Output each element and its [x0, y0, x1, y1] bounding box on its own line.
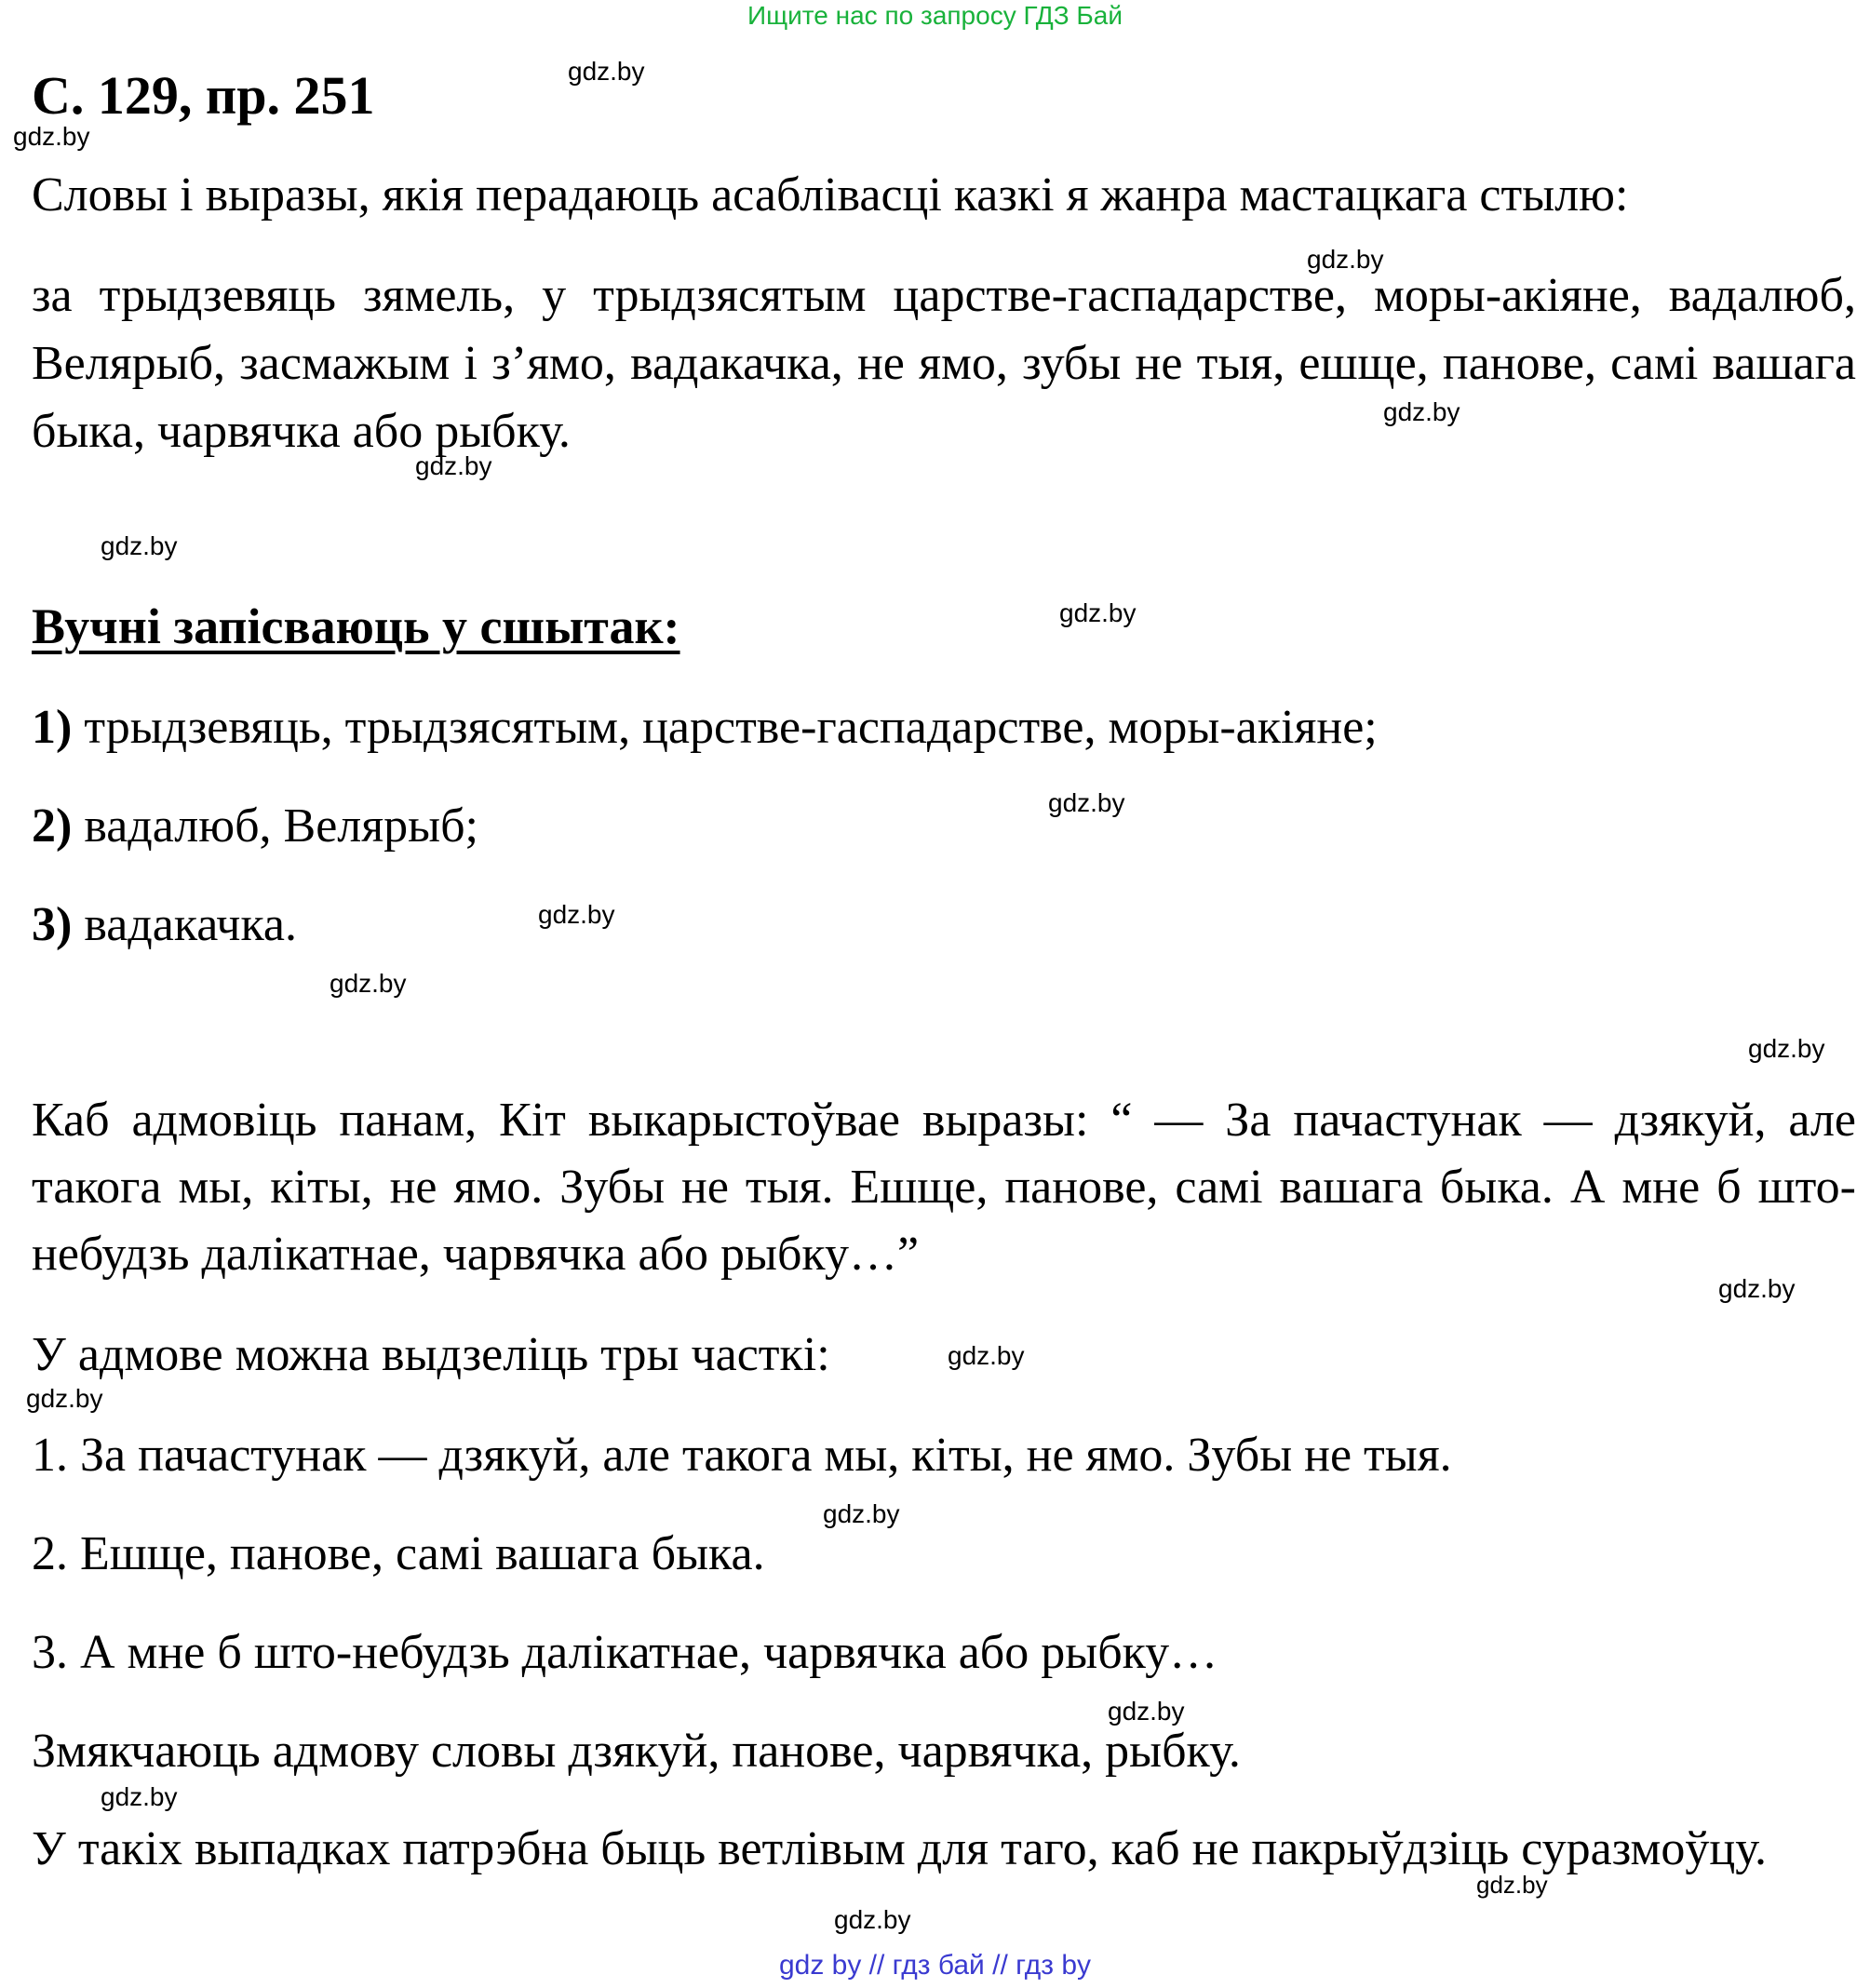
watermark: gdz.by [101, 1782, 178, 1811]
watermark: gdz.by [26, 1384, 103, 1413]
page-title: С. 129, пр. 251 [32, 65, 375, 126]
top-banner: Ищите нас по запросу ГДЗ Бай [747, 1, 1123, 30]
part-item: 3. А мне б што-небудзь далікатнае, чарвячка або рыбку… [32, 1626, 1218, 1679]
list-item-number: 1) [32, 701, 73, 754]
watermark: gdz.by [834, 1905, 911, 1934]
watermark: gdz.by [1383, 397, 1460, 426]
conclusion-paragraph: У такіх выпадках патрэбна быць ветлівым для таго, каб не пакрыўдзіць суразмоўцу. [32, 1822, 1768, 1875]
section-subheading: Вучні запісваюць у сшытак: [32, 598, 680, 654]
watermark: gdz.by [415, 451, 492, 480]
list-item [32, 694, 1378, 760]
list-item-number: 3) [32, 898, 73, 951]
watermark: gdz.by [538, 900, 615, 929]
cat-refusal-paragraph: Каб адмовіць панам, Кіт выкарыстоўвае выразы: “ — За пачастунак — дзякуй, але такога мы, кіты, не ямо. Зубы не тыя. Ешще, панове, самі вашага быка. А мне б што-небудзь далікатнае, чарвячка або рыбку…” [32, 1094, 1856, 1281]
list-item-text: вадакачка. [72, 898, 297, 951]
watermark: gdz.by [1476, 1871, 1548, 1899]
list-item-number: 2) [32, 799, 73, 853]
part-item: 1. За пачастунак — дзякуй, але такога мы, кіты, не ямо. Зубы не тыя. [32, 1429, 1452, 1482]
watermark: gdz.by [1048, 788, 1125, 817]
intro-text: Словы і выразы, якія перадаюць асаблівасці казкі я жанра мастацкага стылю: [32, 168, 1629, 222]
watermark: gdz.by [948, 1341, 1025, 1370]
phrases-text: за трыдзевяць зямель, у трыдзясятым царстве-гаспадарстве, моры-акіяне, вадалюб, Велярыб, засмажым і з’ямо, вадакачка, не ямо, зубы не тыя, ешще, панове, самі вашага быка, чарвячка або рыбку. [32, 269, 1856, 458]
watermark: gdz.by [1718, 1274, 1796, 1303]
footer-links: gdz by // гдз бай // гдз by [778, 1950, 1092, 1981]
list-item-text: трыдзевяць, трыдзясятым, царстве-гаспадарстве, моры-акіяне; [72, 701, 1378, 754]
parts-intro: У адмове можна выдзеліць тры часткі: [32, 1328, 830, 1381]
list-item [32, 793, 478, 859]
softening-words: Змякчаюць адмову словы дзякуй, панове, чарвячка, рыбку. [32, 1725, 1241, 1778]
watermark: gdz.by [823, 1499, 900, 1528]
watermark: gdz.by [1108, 1697, 1185, 1726]
list-item [32, 892, 297, 958]
watermark: gdz.by [101, 531, 178, 560]
watermark: gdz.by [330, 969, 407, 998]
watermark: gdz.by [1307, 245, 1384, 274]
list-item-text: вадалюб, Велярыб; [72, 799, 478, 853]
watermark: gdz.by [568, 57, 645, 86]
watermark: gdz.by [1748, 1034, 1825, 1063]
part-item: 2. Ешще, панове, самі вашага быка. [32, 1527, 765, 1580]
watermark: gdz.by [1059, 598, 1137, 627]
watermark: gdz.by [13, 122, 90, 151]
